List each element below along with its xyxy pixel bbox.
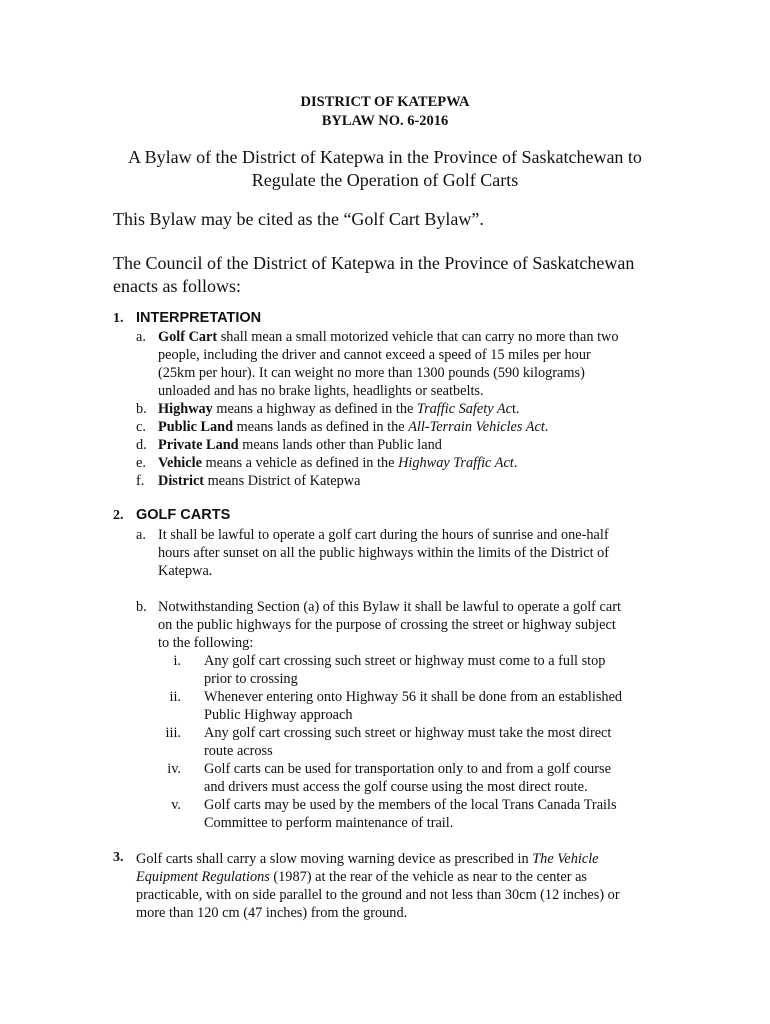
term-private-land: Private Land: [158, 437, 239, 453]
item-2b-line-2: on the public highways for the purpose of crossing the street or highway subject: [158, 617, 616, 633]
act-reference: All-Terrain Vehicles Act: [408, 419, 545, 435]
item-1c-text: Public Land means lands as defined in the All-Terrain Vehicles Act.: [158, 419, 549, 435]
term-highway: Highway: [158, 401, 213, 417]
subitem-i-label: i.: [173, 653, 181, 669]
bylaw-title-line-2: Regulate the Operation of Golf Carts: [251, 170, 519, 190]
item-1f-label: f.: [136, 473, 145, 489]
citation-paragraph: This Bylaw may be cited as the “Golf Cart Bylaw”.: [113, 209, 484, 229]
subitem-v-line-1: Golf carts may be used by the members of the local Trans Canada Trails: [204, 797, 617, 813]
enacts-line-1: The Council of the District of Katepwa in the Province of Saskatchewan: [113, 253, 635, 273]
item-1b-text: Highway means a highway as defined in the Traffic Safety Act.: [158, 401, 520, 417]
term-golf-cart: Golf Cart: [158, 329, 218, 345]
subitem-i-line-2: prior to crossing: [204, 671, 298, 687]
subitem-v-line-2: Committee to perform maintenance of trail.: [204, 815, 454, 831]
item-1b-label: b.: [136, 401, 147, 417]
item-2a-label: a.: [136, 527, 146, 543]
section-2-number: 2.: [113, 508, 124, 523]
item-1e-label: e.: [136, 455, 146, 471]
item-2b-line-3: to the following:: [158, 635, 254, 651]
subitem-v-label: v.: [171, 797, 181, 813]
item-1e-text: Vehicle means a vehicle as defined in the Highway Traffic Act.: [158, 455, 518, 471]
section-3-line-1: Golf carts shall carry a slow moving warning device as prescribed in The Vehicle: [136, 851, 599, 867]
term-district: District: [158, 473, 205, 489]
term-vehicle: Vehicle: [158, 455, 202, 471]
section-3-line-4: more than 120 cm (47 inches) from the ground.: [136, 905, 408, 921]
item-1a-line-2: people, including the driver and cannot exceed a speed of 15 miles per hour: [158, 347, 591, 363]
section-3-number: 3.: [113, 850, 124, 865]
item-1d-label: d.: [136, 437, 147, 453]
subitem-iii-label: iii.: [165, 725, 181, 741]
term-public-land: Public Land: [158, 419, 234, 435]
item-1a-line-3: (25km per hour). It can weight no more than 1300 pounds (590 kilograms): [158, 365, 585, 381]
section-2-heading: GOLF CARTS: [136, 507, 231, 523]
item-2b-line-1: Notwithstanding Section (a) of this Bylaw it shall be lawful to operate a golf cart: [158, 599, 621, 615]
subitem-iv-line-2: and drivers must access the golf course using the most direct route.: [204, 779, 588, 795]
act-reference: Traffic Safety Ac: [416, 401, 512, 417]
subitem-iv-line-1: Golf carts can be used for transportation only to and from a golf course: [204, 761, 611, 777]
act-reference: Highway Traffic Act: [398, 455, 514, 471]
enacts-line-2: enacts as follows:: [113, 276, 241, 296]
subitem-iii-line-2: route across: [204, 743, 273, 759]
section-3-line-3: practicable, with on side parallel to the ground and not less than 30cm (12 inches) or: [136, 887, 620, 903]
bylaw-number: BYLAW NO. 6-2016: [321, 113, 449, 129]
item-2a-line-1: It shall be lawful to operate a golf cart during the hours of sunrise and one-half: [158, 527, 609, 543]
regulation-reference: Equipment Regulations: [136, 869, 270, 885]
item-1a-line-4: unloaded and has no brake lights, headlights or seatbelts.: [158, 383, 484, 399]
item-2a-line-2: hours after sunset on all the public highways within the limits of the District of: [158, 545, 610, 561]
regulation-reference: The Vehicle: [532, 851, 599, 867]
item-1a-label: a.: [136, 329, 146, 345]
subitem-ii-label: ii.: [169, 689, 181, 705]
subitem-i-line-1: Any golf cart crossing such street or highway must come to a full stop: [204, 653, 606, 669]
item-2b-label: b.: [136, 599, 147, 615]
subitem-ii-line-2: Public Highway approach: [204, 707, 353, 723]
section-3-line-2: Equipment Regulations (1987) at the rear of the vehicle as near to the center as: [136, 869, 587, 885]
subitem-iv-label: iv.: [167, 761, 181, 777]
item-1f-text: District means District of Katepwa: [158, 473, 361, 489]
section-1-heading: INTERPRETATION: [136, 310, 262, 326]
item-2a-line-3: Katepwa.: [158, 563, 213, 579]
subitem-iii-line-1: Any golf cart crossing such street or highway must take the most direct: [204, 725, 612, 741]
item-1c-label: c.: [136, 419, 146, 435]
item-1d-text: Private Land means lands other than Public land: [158, 437, 442, 453]
item-1a-line-1: Golf Cart shall mean a small motorized vehicle that can carry no more than two: [158, 329, 619, 345]
district-heading: DISTRICT OF KATEPWA: [300, 94, 470, 110]
section-1-number: 1.: [113, 311, 124, 326]
bylaw-title-line-1: A Bylaw of the District of Katepwa in the Province of Saskatchewan to: [128, 147, 642, 167]
subitem-ii-line-1: Whenever entering onto Highway 56 it shall be done from an established: [204, 689, 623, 705]
